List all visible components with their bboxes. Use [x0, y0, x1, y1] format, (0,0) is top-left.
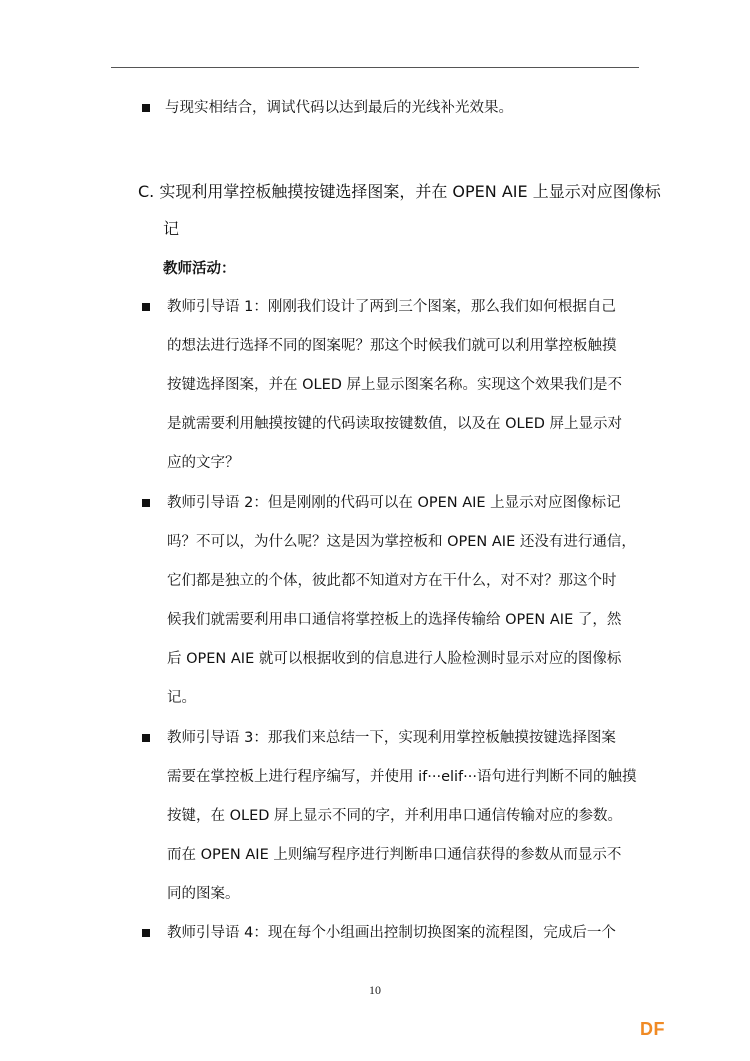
paragraph-line: 同的图案。: [167, 886, 240, 902]
section-c-heading-line2: 记: [163, 219, 180, 238]
df-logo: DF: [640, 1019, 665, 1039]
page-number: 10: [369, 983, 381, 997]
bullet-square-icon: [142, 734, 150, 742]
paragraph-line: 记。: [167, 690, 196, 706]
bullet-square-icon: [142, 104, 150, 112]
bullet-square-icon: [142, 303, 150, 311]
paragraph-line: 而在 OPEN AIE 上则编写程序进行判断串口通信获得的参数从而显示不: [167, 847, 622, 863]
paragraph-line: 按键选择图案，并在 OLED 屏上显示图案名称。实现这个效果我们是不: [167, 377, 623, 393]
bullet-square-icon: [142, 929, 150, 937]
bullet-text: 与现实相结合，调试代码以达到最后的光线补光效果。: [165, 100, 513, 116]
paragraph-line: 需要在掌控板上进行程序编写，并使用 if···elif···语句进行判断不同的触摸: [167, 769, 637, 785]
paragraph-line: 应的文字？: [167, 455, 240, 471]
paragraph-line: 候我们就需要利用串口通信将掌控板上的选择传输给 OPEN AIE 了，然: [167, 612, 622, 628]
paragraph-line: 吗？不可以，为什么呢？这是因为掌控板和 OPEN AIE 还没有进行通信，: [167, 534, 636, 550]
paragraph-line: 教师引导语 2：但是刚刚的代码可以在 OPEN AIE 上显示对应图像标记: [167, 495, 621, 511]
paragraph-line: 按键，在 OLED 屏上显示不同的字，并利用串口通信传输对应的参数。: [167, 808, 623, 824]
bullet-square-icon: [142, 499, 150, 507]
paragraph-line: 是就需要利用触摸按键的代码读取按键数值，以及在 OLED 屏上显示对: [167, 416, 623, 432]
header-rule: [111, 67, 639, 68]
paragraph-line: 教师引导语 4：现在每个小组画出控制切换图案的流程图，完成后一个: [167, 925, 616, 941]
section-c-heading-line1: C. 实现利用掌控板触摸按键选择图案，并在 OPEN AIE 上显示对应图像标: [138, 182, 661, 201]
paragraph-line: 的想法进行选择不同的图案呢？那这个时候我们就可以利用掌控板触摸: [167, 338, 617, 354]
paragraph-line: 教师引导语 3：那我们来总结一下，实现利用掌控板触摸按键选择图案: [167, 730, 616, 746]
paragraph-line: 教师引导语 1：刚刚我们设计了两到三个图案，那么我们如何根据自己: [167, 299, 616, 315]
paragraph-line: 后 OPEN AIE 就可以根据收到的信息进行人脸检测时显示对应的图像标: [167, 651, 622, 667]
teacher-activity-heading: 教师活动：: [163, 261, 236, 277]
paragraph-line: 它们都是独立的个体，彼此都不知道对方在干什么，对不对？那这个时: [167, 573, 617, 589]
